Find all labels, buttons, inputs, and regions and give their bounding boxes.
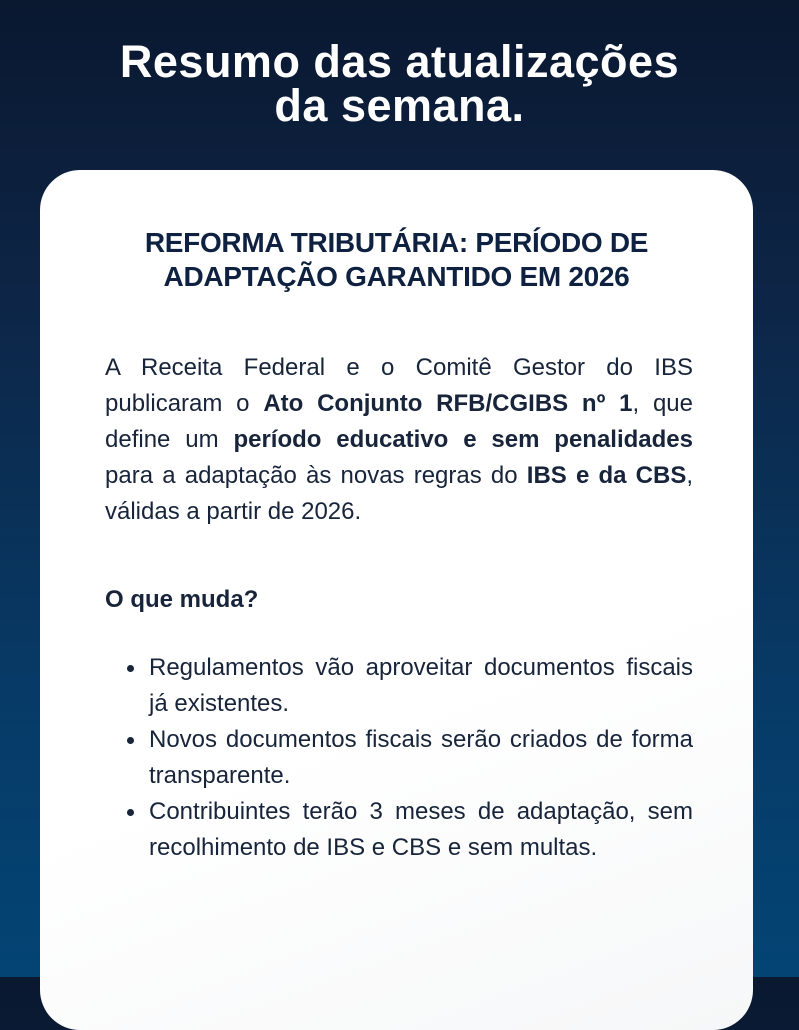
subheading: O que muda? — [105, 586, 259, 613]
text: , que define um — [105, 390, 693, 453]
update-card — [40, 170, 753, 1030]
bullet-icon — [127, 737, 134, 744]
header-title-line: da semana. — [274, 80, 525, 131]
summary-paragraph — [105, 350, 693, 530]
text: A Receita Federal e o Comitê Gestor do IBS publicaram o — [105, 354, 693, 417]
bullet-icon — [127, 665, 134, 672]
header-title-line: Resumo das atualizações — [119, 36, 680, 87]
list-item-text: Novos documentos fiscais serão criados de forma transparente. — [149, 726, 693, 789]
bullet-icon — [127, 809, 134, 816]
list-item-text: Contribuintes terão 3 meses de adaptação, sem recolhimento de IBS e CBS e sem multas. — [149, 798, 693, 861]
bold-text: Ato Conjunto RFB/CGIBS nº 1 — [263, 390, 633, 417]
text: , válidas a partir de 2026. — [105, 462, 693, 525]
card-title-line: REFORMA TRIBUTÁRIA: PERÍODO DE — [144, 227, 649, 258]
list-item — [149, 794, 693, 866]
bold-text: IBS e da CBS — [526, 462, 687, 489]
page-header-title — [0, 36, 799, 131]
card-title — [40, 226, 753, 294]
card-title-line: ADAPTAÇÃO GARANTIDO EM 2026 — [163, 261, 630, 292]
bold-text: período educativo e sem penalidades — [233, 426, 693, 453]
changes-list — [105, 650, 693, 866]
text: para a adaptação às novas regras do — [105, 462, 527, 489]
list-item — [149, 722, 693, 794]
list-item — [149, 650, 693, 722]
list-item-text: Regulamentos vão aproveitar documentos fiscais já existentes. — [149, 654, 693, 717]
